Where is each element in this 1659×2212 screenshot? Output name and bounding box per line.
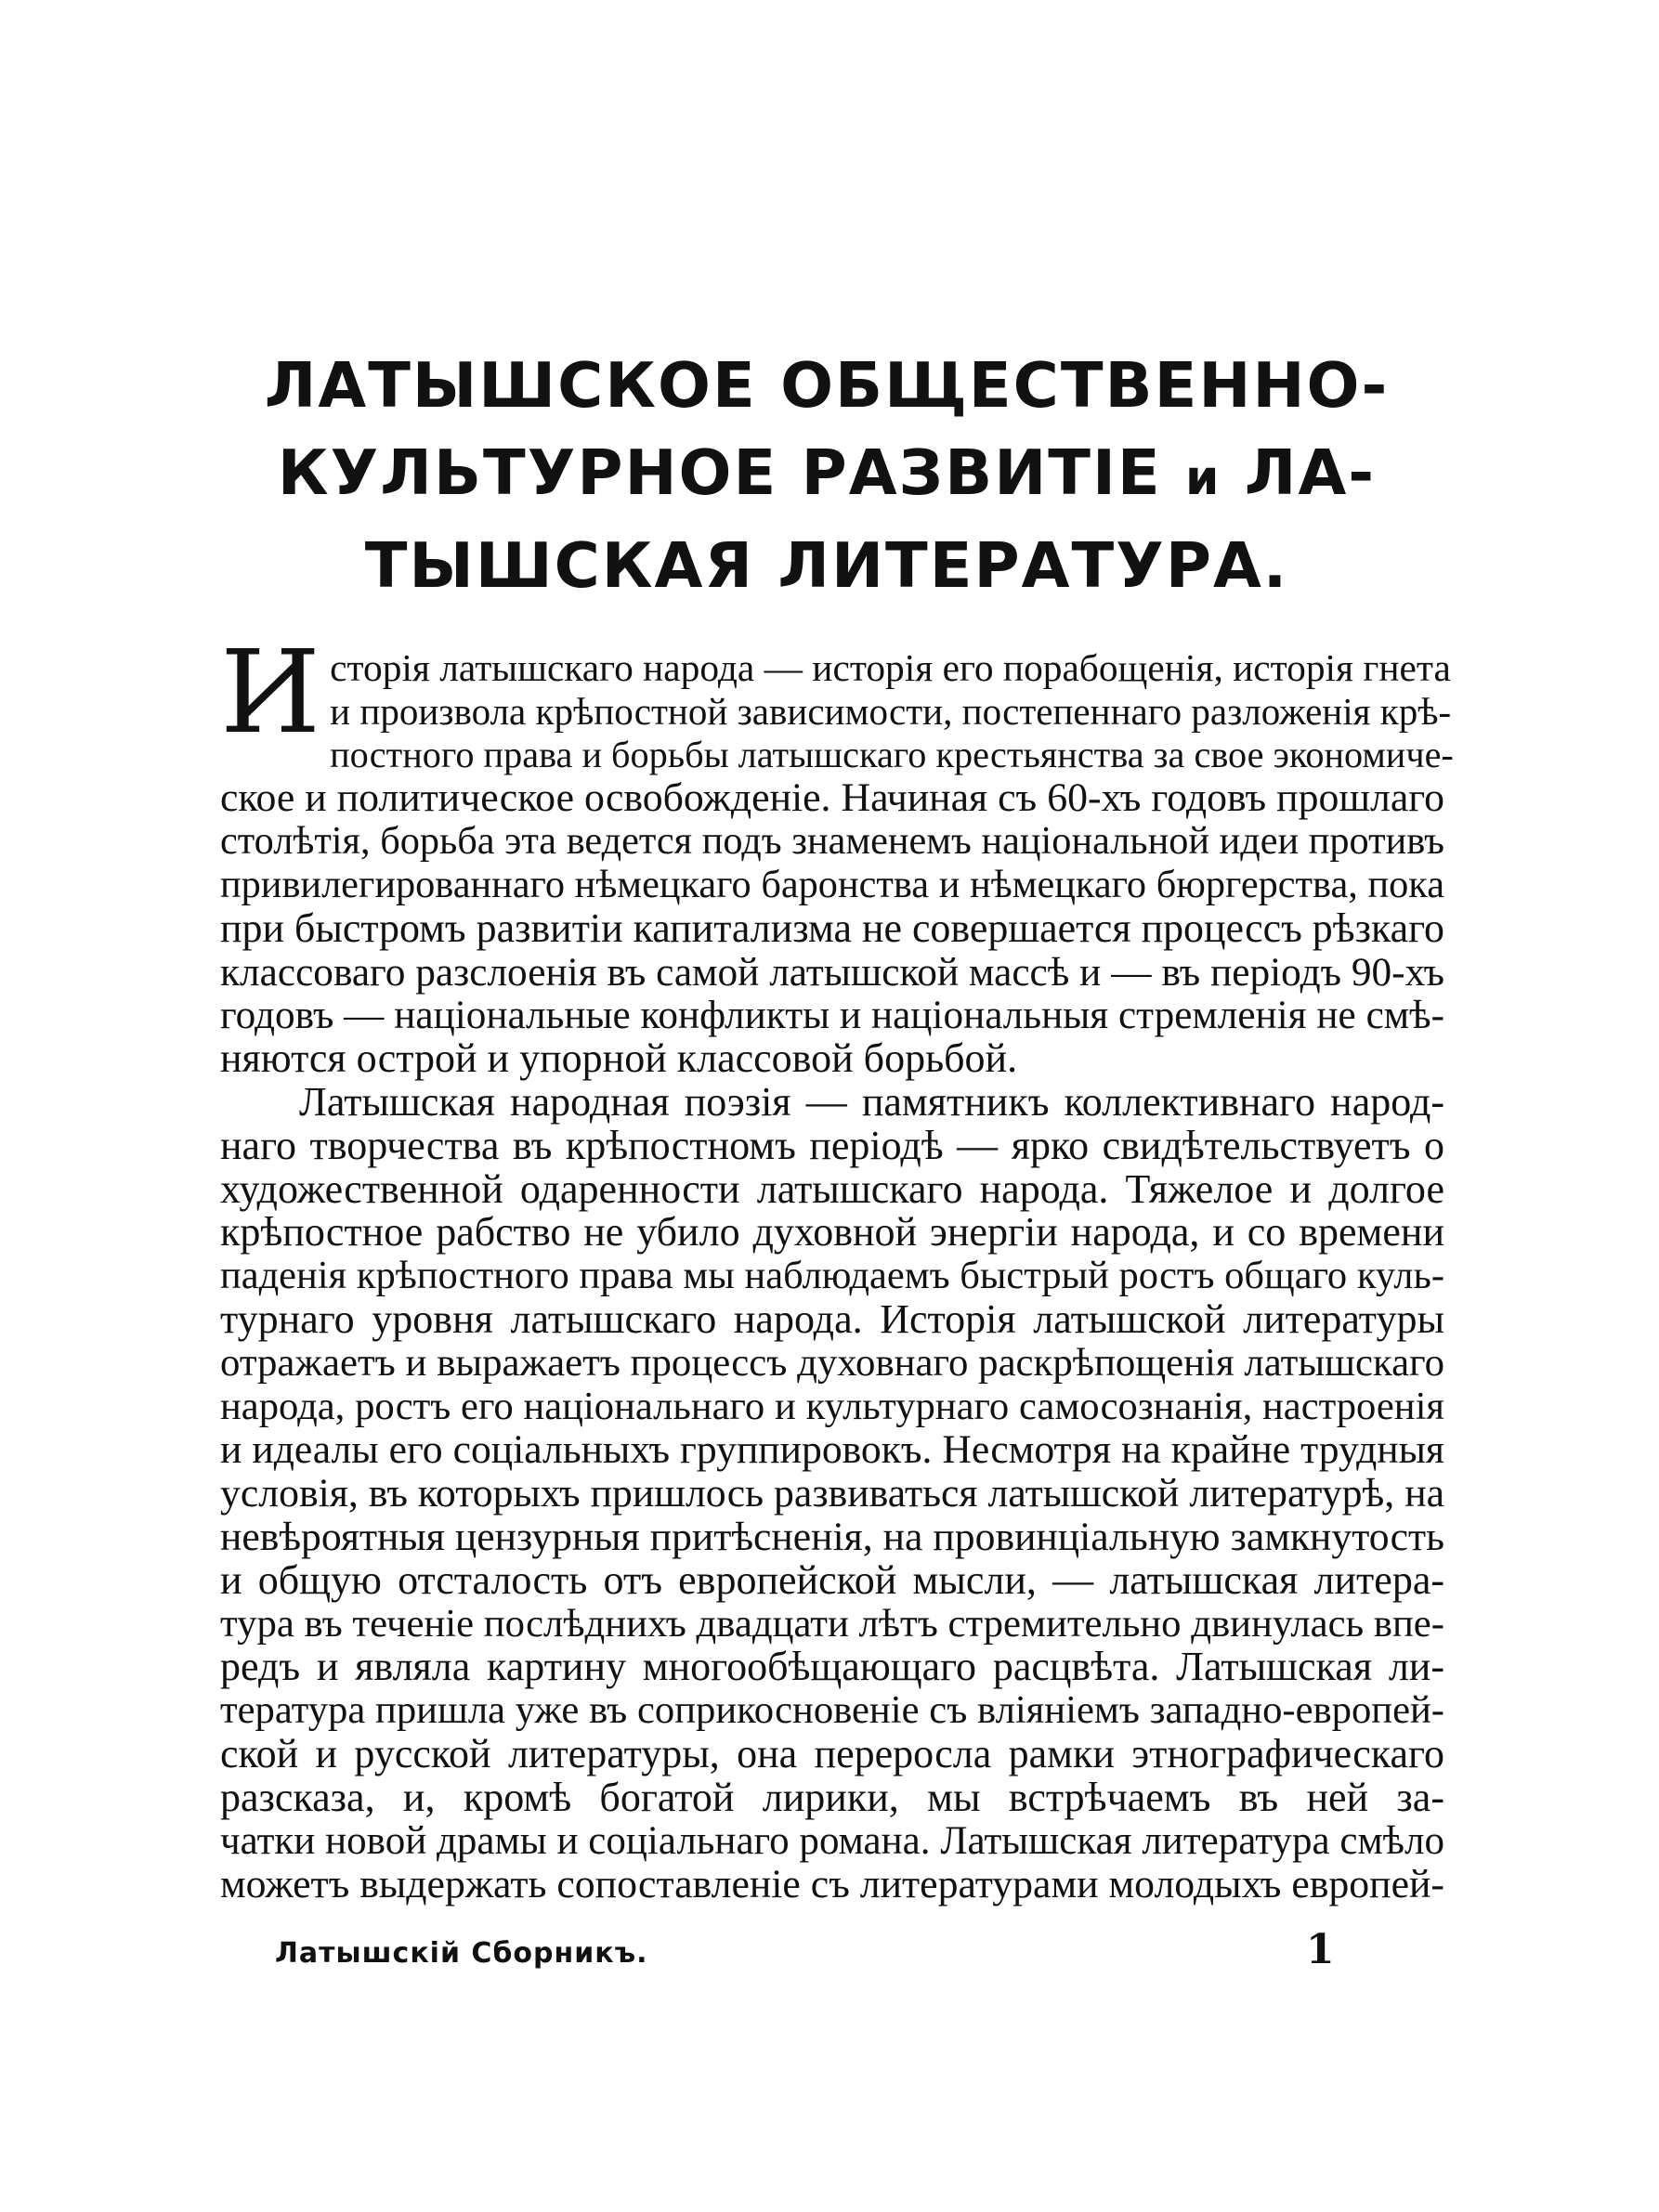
text-line: можетъ выдержать сопоставленіе съ литературами молодыхъ европей- [220,1862,1444,1907]
text-line: тура въ теченіе послѣднихъ двадцати лѣтъ стремительно двинулась впе- [220,1601,1444,1646]
text-line: условія, въ которыхъ пришлось развиваться латышской литературѣ, на [220,1471,1444,1516]
text-line: при быстромъ развитіи капитализма не совершается процессъ рѣзкаго [220,904,1444,951]
paragraph-2 [220,1078,1444,1907]
text-line: ской и русской литературы, она переросла рамки этнографическаго [220,1730,1444,1776]
text-line: Латышская народная поэзія — памятникъ коллективнаго народ- [299,1078,1444,1125]
title-line-2-part-a: КУЛЬТУРНОЕ РАЗВИТІЕ [277,436,1162,509]
text-line: невѣроятныя цензурныя притѣсненія, на провинціальную замкнутость [220,1514,1444,1559]
text-line: наго творчества въ крѣпостномъ періодѣ — ярко свидѣтельствуетъ о [220,1122,1444,1168]
text-line: турнаго уровня латышскаго народа. Исторія латышской литературы [220,1295,1444,1342]
title-line-1: ЛАТЫШСКОЕ ОБЩЕСТВЕННО- [264,349,1390,422]
text-line: классоваго разслоенія въ самой латышской массѣ и — въ періодъ 90-хъ [220,949,1444,995]
paragraph-1 [220,626,1454,1082]
title-line-2 [223,429,1430,522]
text-line: постного права и борьбы латышскаго крестьянства за свое экономиче- [330,733,1454,775]
text-line: народа, ростъ его національнаго и культурнаго самосознанія, настроенія [220,1384,1444,1428]
text-line: привилегированнаго нѣмецкаго баронства и нѣмецкаго бюргерства, пока [220,862,1444,906]
page-number: 1 [1306,1926,1335,1973]
title-line-2-part-c: ЛА- [1244,436,1377,509]
text-line: и общую отсталость отъ европейской мысли, — латышская литера- [220,1556,1444,1603]
drop-cap: И [220,626,321,760]
title-line-3: ТЫШСКАЯ ЛИТЕРАТУРА. [364,529,1289,602]
text-line: художественной одаренности латышскаго народа. Тяжелое и долгое [220,1165,1444,1212]
text-line: сторія латышскаго народа — исторія его порабощенія, исторія гнета [330,646,1451,689]
text-line: столѣтія, борьба эта ведется подъ знаменемъ національной идеи противъ [220,819,1444,864]
text-line: и идеалы его соціальныхъ группировокъ. Несмотря на крайне трудныя [220,1427,1444,1473]
text-line: годовъ — національные конфликты и національныя стремленія не смѣ- [220,993,1444,1038]
running-footer-title: Латышскій Сборникъ. [275,1937,648,1970]
title-line-2-conjunction: и [1185,450,1221,506]
text-line: ское и политическое освобожденіе. Начиная съ 60-хъ годовъ прошлаго [220,775,1444,821]
text-line: редъ и являла картину многообѣщающаго расцвѣта. Латышская ли- [220,1644,1444,1690]
text-line: тература пришла уже въ соприкосновеніе съ вліяніемъ западно-европей- [220,1688,1444,1733]
text-line: паденія крѣпостного права мы наблюдаемъ быстрый ростъ общаго куль- [220,1254,1444,1298]
text-line: и произвола крѣпостной зависимости, постепеннаго разложенія крѣ- [330,689,1452,733]
article-body [220,626,1454,1907]
text-line: отражаетъ и выражаетъ процессъ духовнаго раскрѣпощенія латышскаго [220,1340,1444,1385]
text-line: няются острой и упорной классовой борьбой. [220,1035,1018,1082]
text-line: разсказа, и, кромѣ богатой лирики, мы встрѣчаемъ въ ней за- [220,1774,1444,1820]
text-line: крѣпостное рабство не убило духовной энергіи народа, и со времени [220,1209,1444,1256]
text-line: чатки новой драмы и соціальнаго романа. Латышская литература смѣло [220,1818,1444,1863]
article-title [223,342,1430,609]
